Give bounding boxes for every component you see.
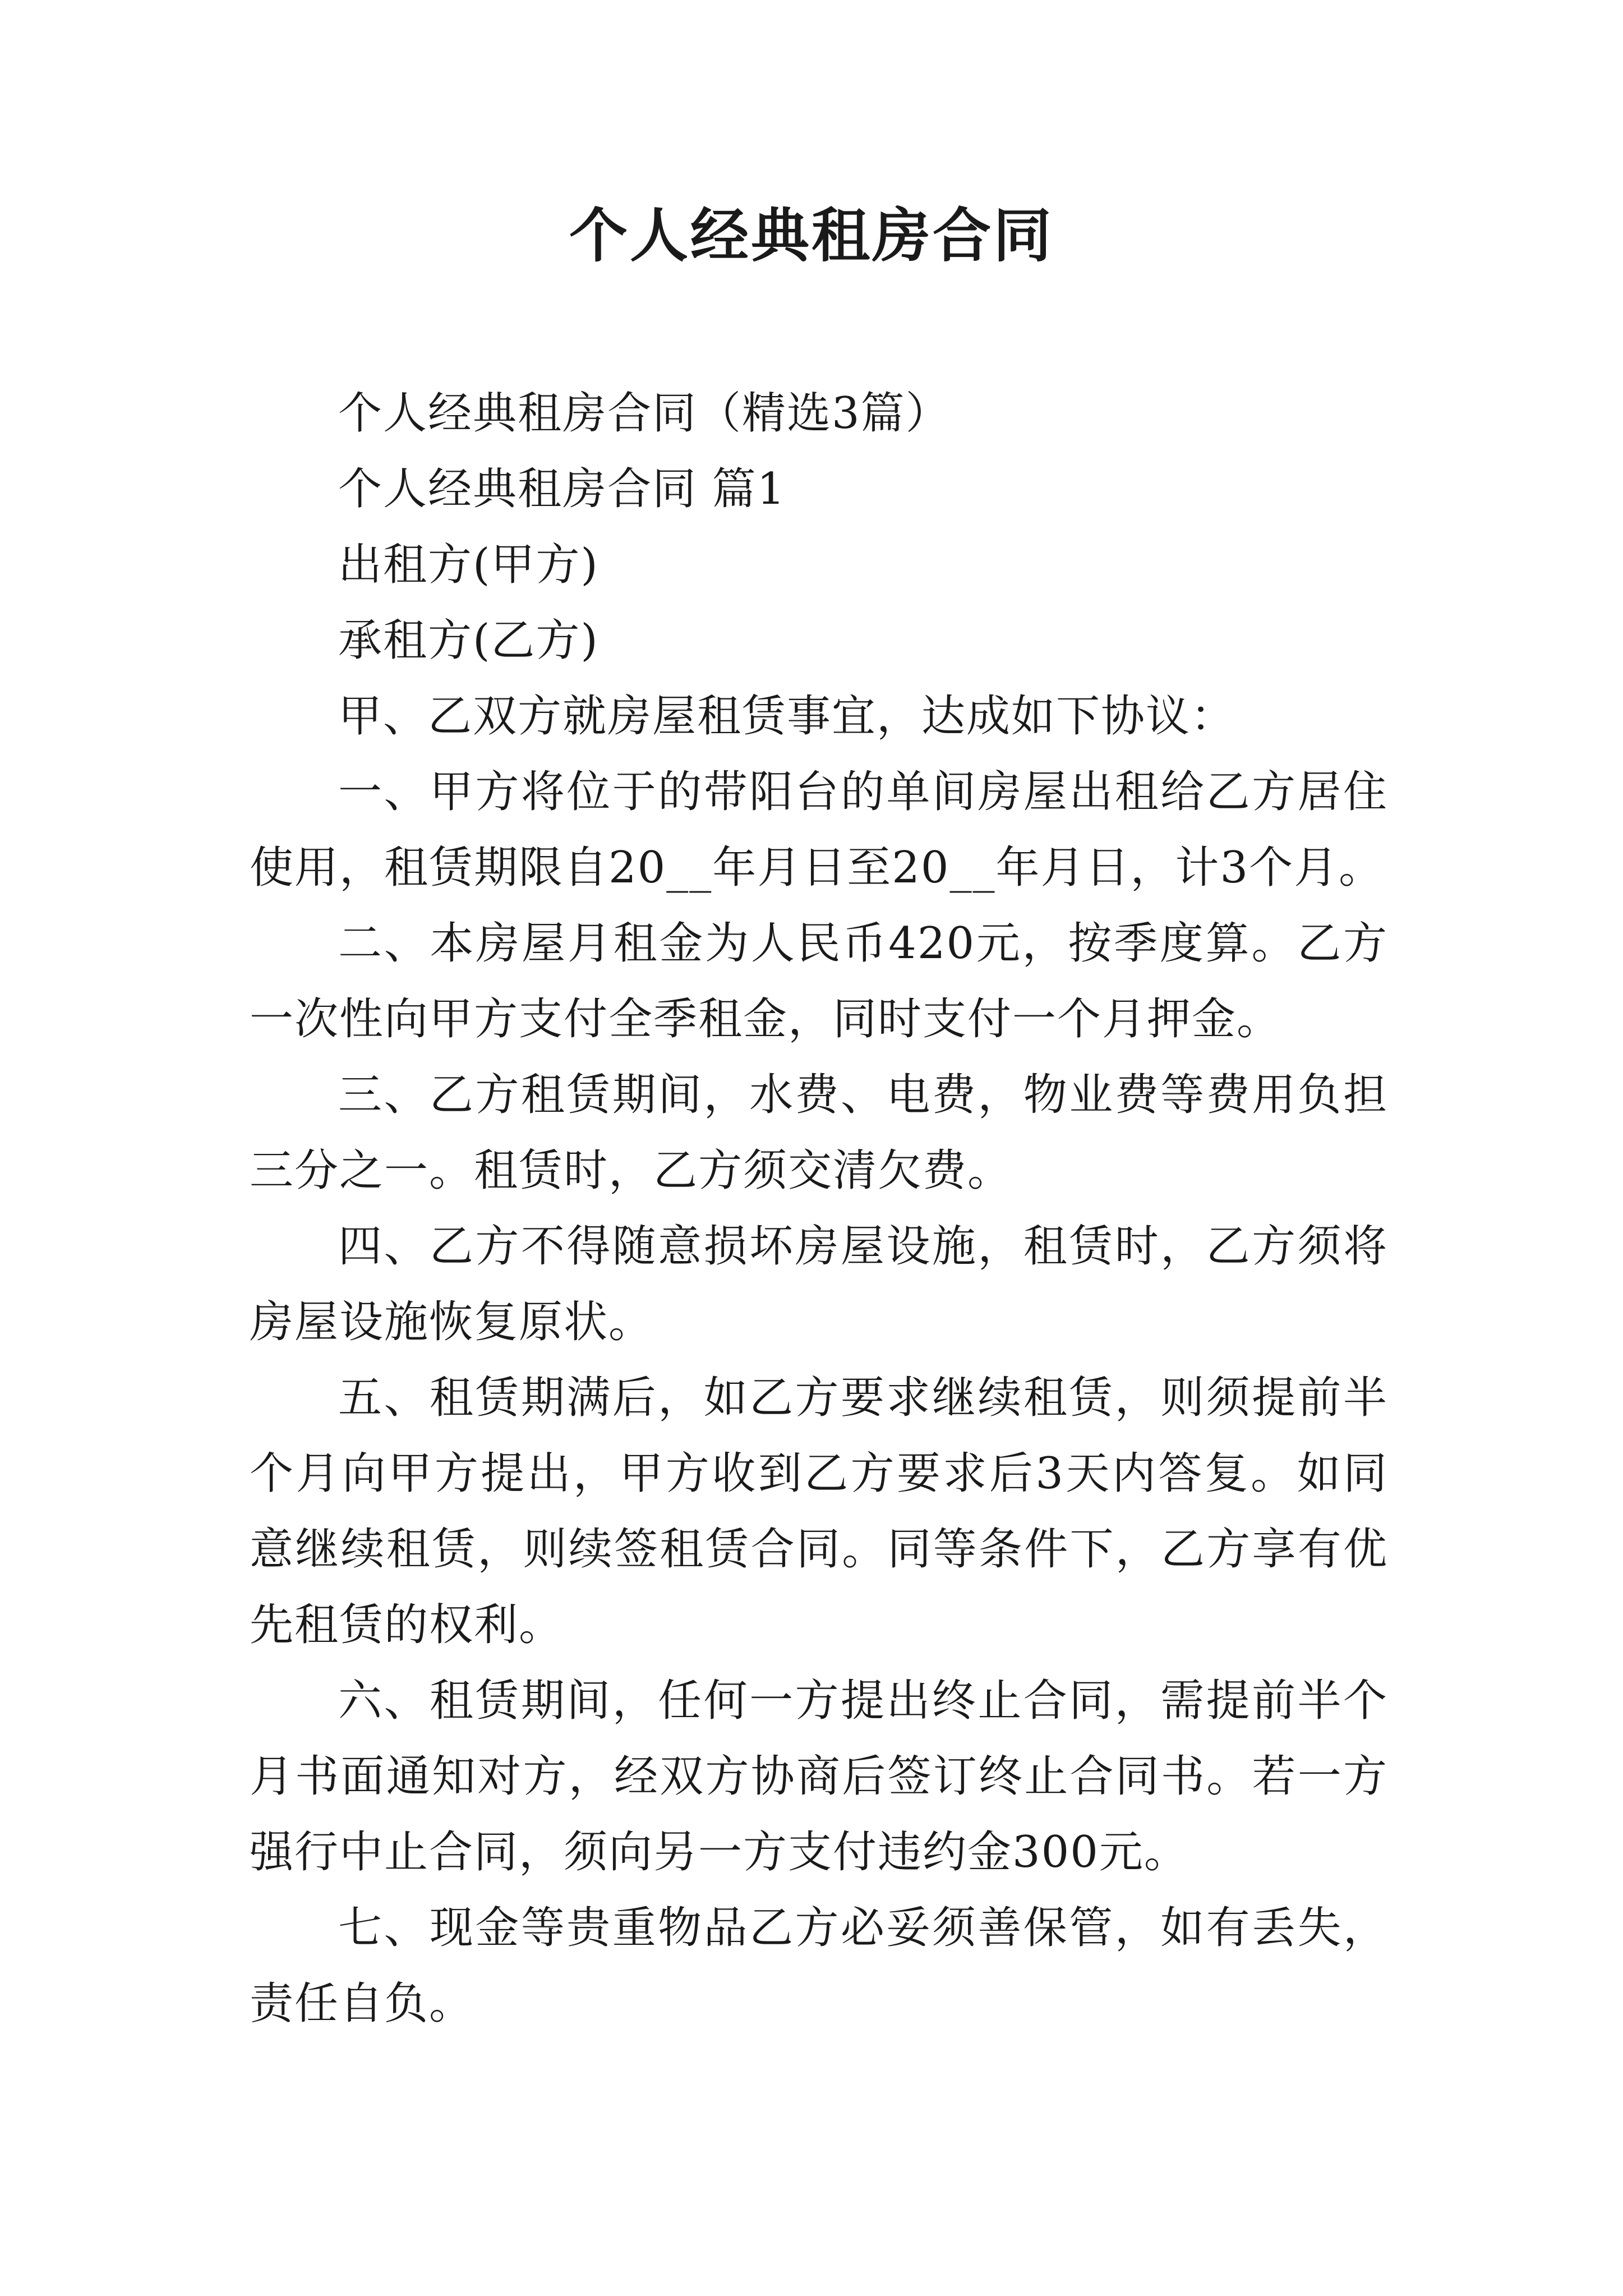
- section-heading: 个人经典租房合同 篇1: [338, 464, 786, 514]
- clause-3: 三、乙方租赁期间，水费、电费，物业费等费用负担三分之一。租赁时，乙方须交清欠费。: [250, 1070, 1388, 1196]
- clause-7: 七、现金等贵重物品乙方必妥须善保管，如有丢失，责任自负。: [250, 1903, 1388, 2029]
- subtitle-selection: 个人经典租房合同（精选3篇）: [338, 388, 951, 439]
- clause-4: 四、乙方不得随意损坏房屋设施，租赁时，乙方须将房屋设施恢复原状。: [250, 1221, 1388, 1347]
- clause-1: 一、甲方将位于的带阳台的单间房屋出租给乙方居住使用，租赁期限自20__年月日至20__年月日，计3个月。: [250, 767, 1388, 893]
- document-title: 个人经典租房合同: [569, 201, 1054, 270]
- agreement-intro: 甲、乙双方就房屋租赁事宜，达成如下协议：: [338, 691, 1236, 742]
- party-lessor: 出租方(甲方): [338, 540, 599, 590]
- document-body: [250, 376, 1388, 2042]
- clause-6: 六、租赁期间，任何一方提出终止合同，需提前半个月书面通知对方，经双方协商后签订终止合同书。若一方强行中止合同，须向另一方支付违约金300元。: [250, 1676, 1388, 1878]
- party-lessee: 承租方(乙方): [338, 615, 599, 666]
- clause-2: 二、本房屋月租金为人民币420元，按季度算。乙方一次性向甲方支付全季租金，同时支付一个月押金。: [250, 918, 1388, 1045]
- clause-5: 五、租赁期满后，如乙方要求继续租赁，则须提前半个月向甲方提出，甲方收到乙方要求后3天内答复。如同意继续租赁，则续签租赁合同。同等条件下，乙方享有优先租赁的权利。: [250, 1373, 1388, 1650]
